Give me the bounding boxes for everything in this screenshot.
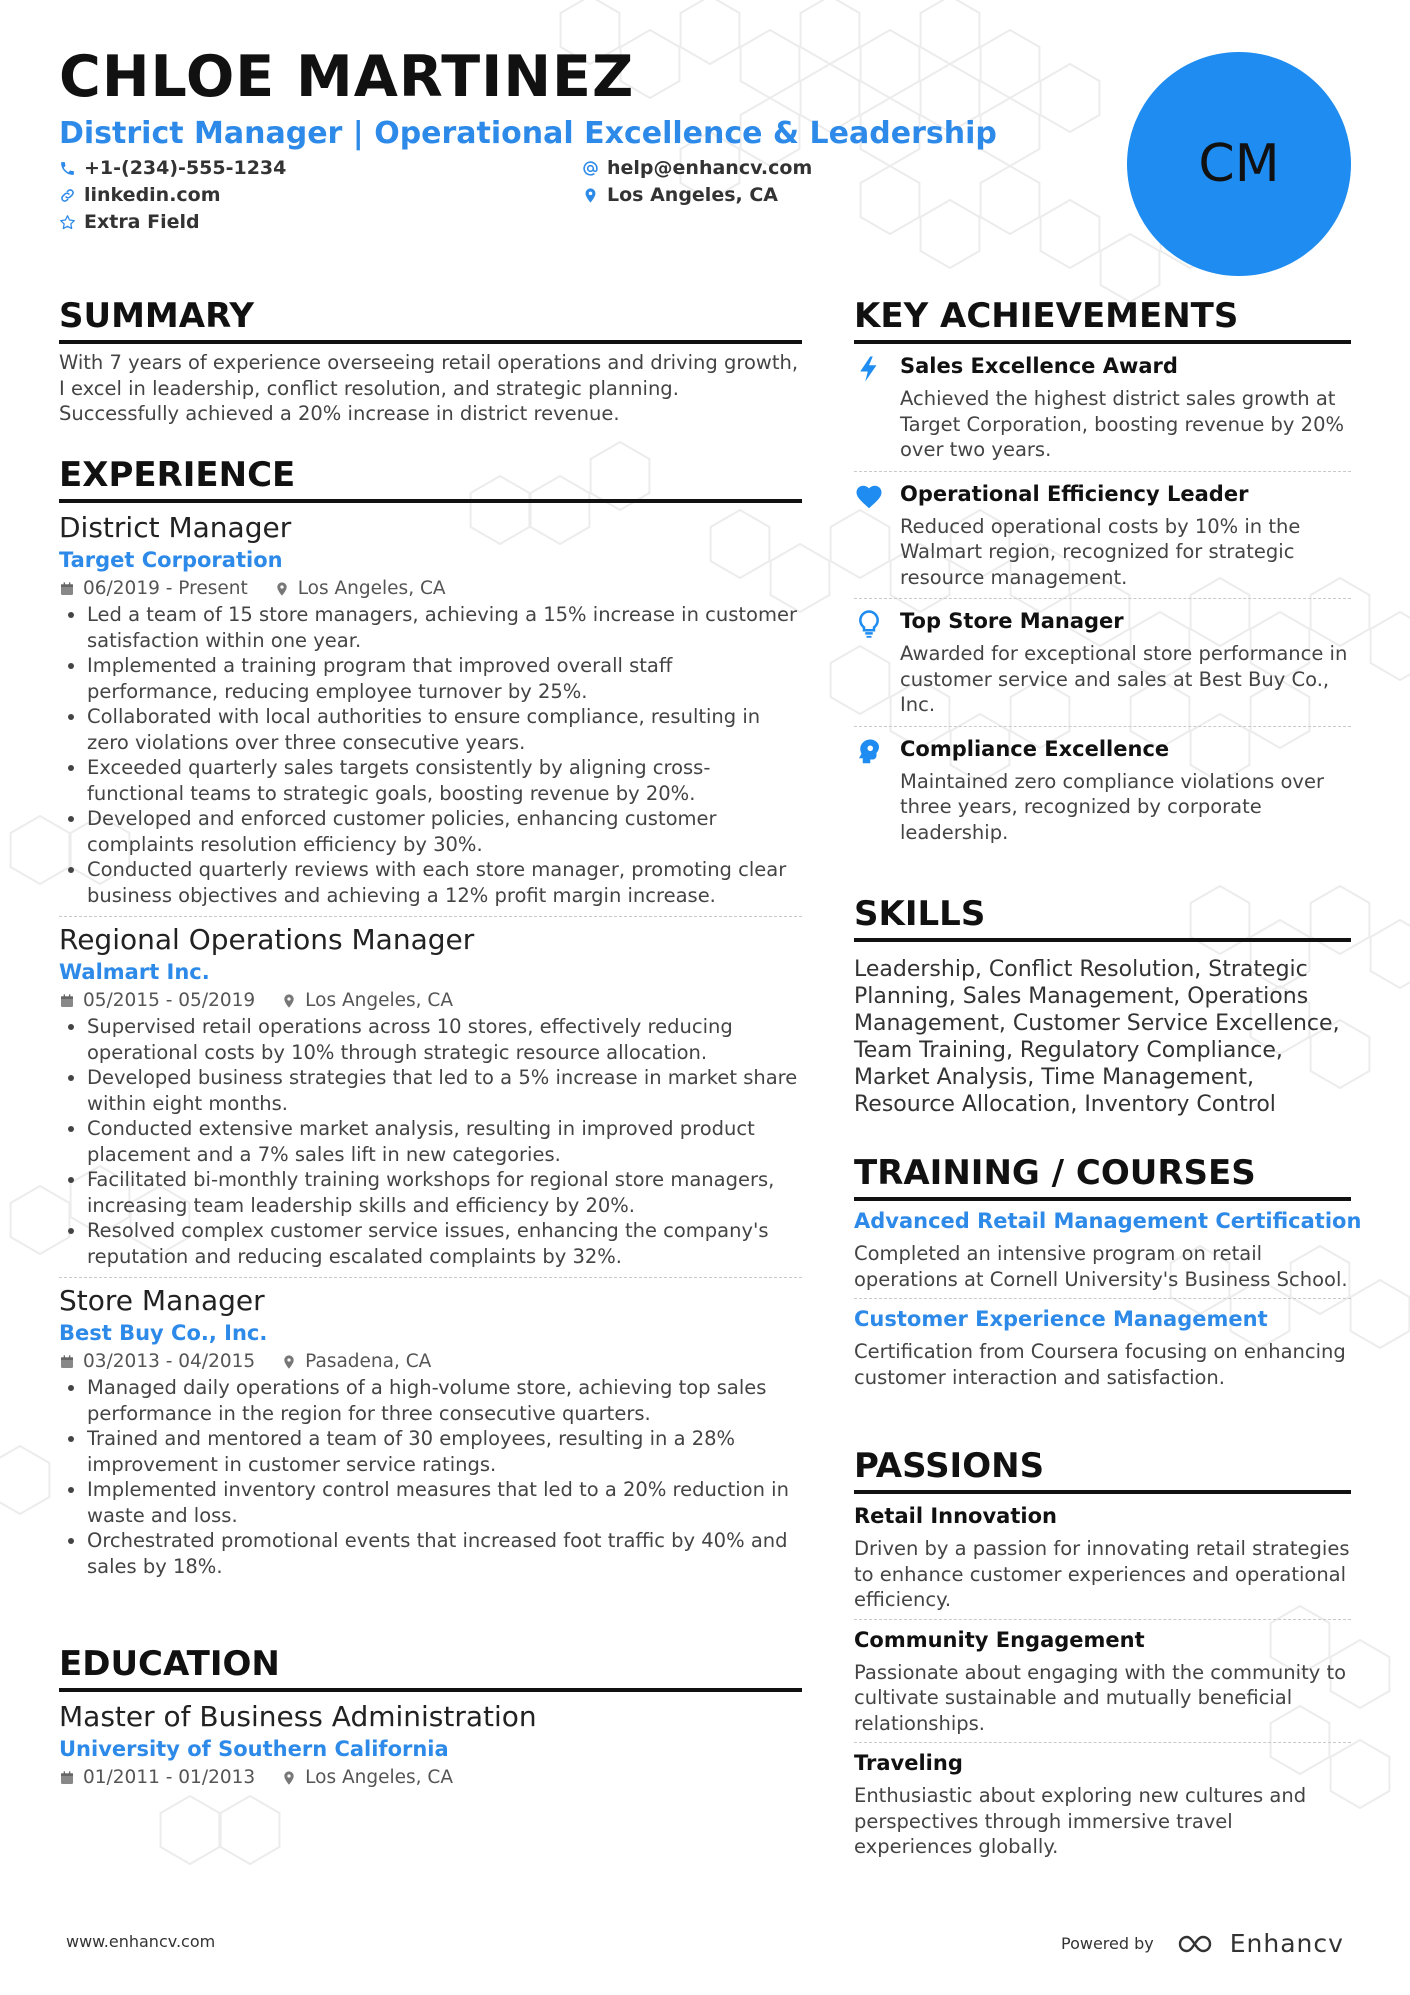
location-pin-icon — [582, 187, 599, 204]
achievement-title: Compliance Excellence — [900, 736, 1170, 761]
job-meta — [59, 1351, 802, 1372]
avatar — [1127, 52, 1351, 276]
job-entry — [59, 923, 802, 1269]
passion-title: Traveling — [854, 1751, 963, 1775]
head-icon — [854, 737, 884, 767]
background-hexagon — [981, 166, 1040, 234]
job-bullet: • Facilitated bi-monthly training workshops for regional store managers, increasing team leadership skills and efficiency by 20%. — [87, 1167, 802, 1218]
brand-name: Enhancv — [1229, 1929, 1344, 1958]
achievement-text: Reduced operational costs by 10% in the Walmart region, recognized for strategic resource management. — [900, 514, 1301, 589]
education-degree: Master of Business Administration — [59, 1700, 537, 1733]
divider — [59, 1277, 802, 1278]
course-text: Completed an intensive program on retail operations at Cornell University's Business School. — [854, 1242, 1348, 1291]
background-hexagon — [1351, 1280, 1410, 1348]
achievements-heading: KEY ACHIEVEMENTS — [854, 296, 1351, 344]
course-title[interactable]: Customer Experience Management — [854, 1307, 1268, 1331]
passion-text: Driven by a passion for innovating retail strategies to enhance customer experiences and operational efficiency. — [854, 1537, 1350, 1611]
achievement-title: Sales Excellence Award — [900, 354, 1178, 378]
education-dates: 01/2011 - 01/2013 — [83, 1767, 256, 1788]
passions-heading: PASSIONS — [854, 1446, 1351, 1494]
job-dates: 06/2019 - Present — [83, 578, 248, 599]
job-company[interactable]: Walmart Inc. — [59, 960, 210, 984]
powered-by-label: Powered by — [1061, 1934, 1154, 1953]
background-hexagon — [1041, 64, 1100, 132]
email-text: help@enhancv.com — [607, 157, 813, 179]
background-hexagon — [741, 30, 800, 98]
passion-title: Retail Innovation — [854, 1504, 1057, 1528]
avatar-initials: CM — [1198, 134, 1280, 194]
job-bullet: • Supervised retail operations across 10 stores, effectively reducing operational costs by 10% through strategic resource allocation. — [87, 1014, 802, 1065]
achievement-text: Achieved the highest district sales growth at Target Corporation, boosting revenue by 20% over two years. — [900, 387, 1345, 461]
brand-logo — [1176, 1929, 1344, 1958]
training-heading: TRAINING / COURSES — [854, 1153, 1351, 1201]
achievement-text: Maintained zero compliance violations over three years, recognized by corporate leadership. — [900, 769, 1324, 844]
job-company[interactable]: Best Buy Co., Inc. — [59, 1321, 268, 1345]
divider — [854, 598, 1351, 599]
location-pin-icon — [281, 993, 297, 1009]
job-role: District Manager — [59, 511, 292, 544]
education-school[interactable]: University of Southern California — [59, 1737, 449, 1761]
divider — [854, 1619, 1351, 1620]
job-bullet: • Orchestrated promotional events that increased foot traffic by 40% and sales by 18%. — [87, 1528, 802, 1579]
passion-text: Passionate about engaging with the community to cultivate sustainable and mutually beneficial relationships. — [854, 1660, 1347, 1735]
job-dates: 05/2015 - 05/2019 — [83, 990, 256, 1011]
background-hexagon — [0, 1446, 49, 1514]
job-bullet: • Resolved complex customer service issues, enhancing the company's reputation and reducing escalated complaints by 32%. — [87, 1218, 802, 1269]
powered-by[interactable] — [1061, 1929, 1344, 1958]
divider — [59, 916, 802, 917]
education-heading: EDUCATION — [59, 1644, 802, 1692]
phone-text: +1-(234)-555-1234 — [84, 157, 287, 179]
achievement-title: Operational Efficiency Leader — [900, 481, 1249, 506]
achievement-item — [854, 482, 1351, 591]
location-pin-icon — [281, 1354, 297, 1370]
calendar-icon — [59, 581, 75, 597]
extra-field-contact — [59, 211, 200, 233]
divider — [854, 471, 1351, 472]
job-bullet: • Developed and enforced customer policies, enhancing customer complaints resolution efficiency by 30%. — [87, 806, 802, 857]
job-location: Pasadena, CA — [305, 1351, 432, 1372]
enhancv-logo-icon — [1176, 1932, 1222, 1956]
achievement-item — [854, 737, 1351, 846]
background-hexagon — [921, 200, 980, 268]
job-meta — [59, 578, 802, 599]
passion-text: Enthusiastic about exploring new cultures and perspectives through immersive travel experiences globally. — [854, 1784, 1307, 1858]
achievement-title: Top Store Manager — [900, 609, 1124, 633]
extra-field-text: Extra Field — [84, 211, 200, 233]
job-dates: 03/2013 - 04/2015 — [83, 1351, 256, 1372]
background-hexagon — [801, 0, 860, 64]
job-bullet: • Developed business strategies that led to a 5% increase in market share within eight months. — [87, 1065, 802, 1116]
skills-text: Leadership, Conflict Resolution, Strategic Planning, Sales Management, Operations Management, Customer Service Excellence, Team Training, Regulatory Compliance, Market Analysis, Time Management, Resource Allocation, Inventory Control — [854, 957, 1340, 1117]
linkedin-text: linkedin.com — [84, 184, 221, 206]
background-hexagon — [1101, 234, 1160, 302]
job-bullets — [59, 1375, 802, 1579]
passion-title: Community Engagement — [854, 1627, 1145, 1652]
job-bullet: • Trained and mentored a team of 30 employees, resulting in a 28% improvement in customer service ratings. — [87, 1426, 802, 1477]
education-section — [59, 1644, 802, 1788]
achievement-item — [854, 609, 1351, 718]
job-entry — [59, 511, 802, 908]
job-bullet: • Conducted extensive market analysis, resulting in improved product placement and a 7% sales lift in new categories. — [87, 1116, 802, 1167]
achievement-item — [854, 354, 1351, 463]
lightbulb-icon — [854, 609, 884, 639]
job-entry — [59, 1284, 802, 1579]
divider — [854, 1298, 1351, 1299]
candidate-title: District Manager | Operational Excellence & Leadership — [59, 116, 997, 151]
star-icon — [59, 214, 76, 231]
email-contact[interactable] — [582, 157, 812, 179]
skills-heading: SKILLS — [854, 894, 1351, 942]
course-text: Certification from Coursera focusing on enhancing customer interaction and satisfaction. — [854, 1340, 1346, 1389]
background-hexagon — [921, 0, 980, 64]
summary-text: With 7 years of experience overseeing retail operations and driving growth, I excel in leadership, conflict resolution, and strategic planning. Successfully achieved a 20% increase in district revenue. — [59, 351, 799, 425]
job-bullet: • Exceeded quarterly sales targets consistently by aligning cross-functional teams to strategic goals, boosting revenue by 20%. — [87, 755, 802, 806]
job-company[interactable]: Target Corporation — [59, 548, 283, 572]
education-location: Los Angeles, CA — [305, 1767, 453, 1788]
divider — [854, 1742, 1351, 1743]
job-meta — [59, 990, 802, 1011]
job-bullet: • Collaborated with local authorities to ensure compliance, resulting in zero violations over three consecutive years. — [87, 704, 802, 755]
achievement-text: Awarded for exceptional store performance in customer service and sales at Best Buy Co., Inc. — [900, 642, 1348, 716]
job-bullet: • Led a team of 15 store managers, achieving a 15% increase in customer satisfaction within one year. — [87, 602, 802, 653]
phone-icon — [59, 160, 76, 177]
background-hexagon — [221, 1796, 280, 1864]
background-hexagon — [1371, 612, 1410, 680]
experience-section — [59, 455, 802, 1579]
calendar-icon — [59, 1770, 75, 1786]
location-pin-icon — [274, 581, 290, 597]
calendar-icon — [59, 993, 75, 1009]
background-hexagon — [1041, 200, 1100, 268]
background-hexagon — [161, 1796, 220, 1864]
job-bullet: • Implemented inventory control measures that led to a 20% reduction in waste and loss. — [87, 1477, 802, 1528]
background-hexagon — [981, 30, 1040, 98]
summary-heading: SUMMARY — [59, 296, 802, 344]
website-link[interactable]: www.enhancv.com — [66, 1932, 216, 1951]
training-section — [854, 1153, 1362, 1390]
lightning-icon — [854, 354, 884, 384]
job-location: Los Angeles, CA — [297, 578, 446, 599]
job-bullets — [59, 602, 802, 908]
achievements-section — [854, 296, 1351, 845]
background-hexagon — [861, 166, 920, 234]
linkedin-contact[interactable] — [59, 184, 221, 206]
link-icon — [59, 187, 76, 204]
location-contact — [582, 184, 778, 206]
job-bullet: • Conducted quarterly reviews with each store manager, promoting clear business objectives and achieving a 12% profit margin increase. — [87, 857, 802, 908]
location-pin-icon — [281, 1770, 297, 1786]
job-bullets — [59, 1014, 802, 1269]
job-bullet: • Managed daily operations of a high-volume store, achieving top sales performance in the region for three consecutive quarters. — [87, 1375, 802, 1426]
course-title[interactable]: Advanced Retail Management Certification — [854, 1209, 1362, 1233]
skills-section — [854, 894, 1351, 1118]
background-hexagon — [861, 30, 920, 98]
education-meta — [59, 1767, 802, 1788]
job-role: Regional Operations Manager — [59, 923, 475, 956]
background-hexagon — [681, 0, 740, 64]
background-hexagon — [1371, 920, 1410, 988]
job-bullet: • Implemented a training program that improved overall staff performance, reducing employee turnover by 25%. — [87, 653, 802, 704]
summary-section — [59, 296, 802, 427]
location-text: Los Angeles, CA — [607, 184, 778, 206]
experience-heading: EXPERIENCE — [59, 455, 802, 503]
heart-icon — [854, 482, 884, 512]
divider — [854, 726, 1351, 727]
at-icon — [582, 160, 599, 177]
job-role: Store Manager — [59, 1284, 265, 1317]
job-location: Los Angeles, CA — [305, 990, 453, 1011]
candidate-name: CHLOE MARTINEZ — [59, 44, 635, 110]
phone-contact[interactable] — [59, 157, 286, 179]
passions-section — [854, 1446, 1351, 1860]
calendar-icon — [59, 1354, 75, 1370]
